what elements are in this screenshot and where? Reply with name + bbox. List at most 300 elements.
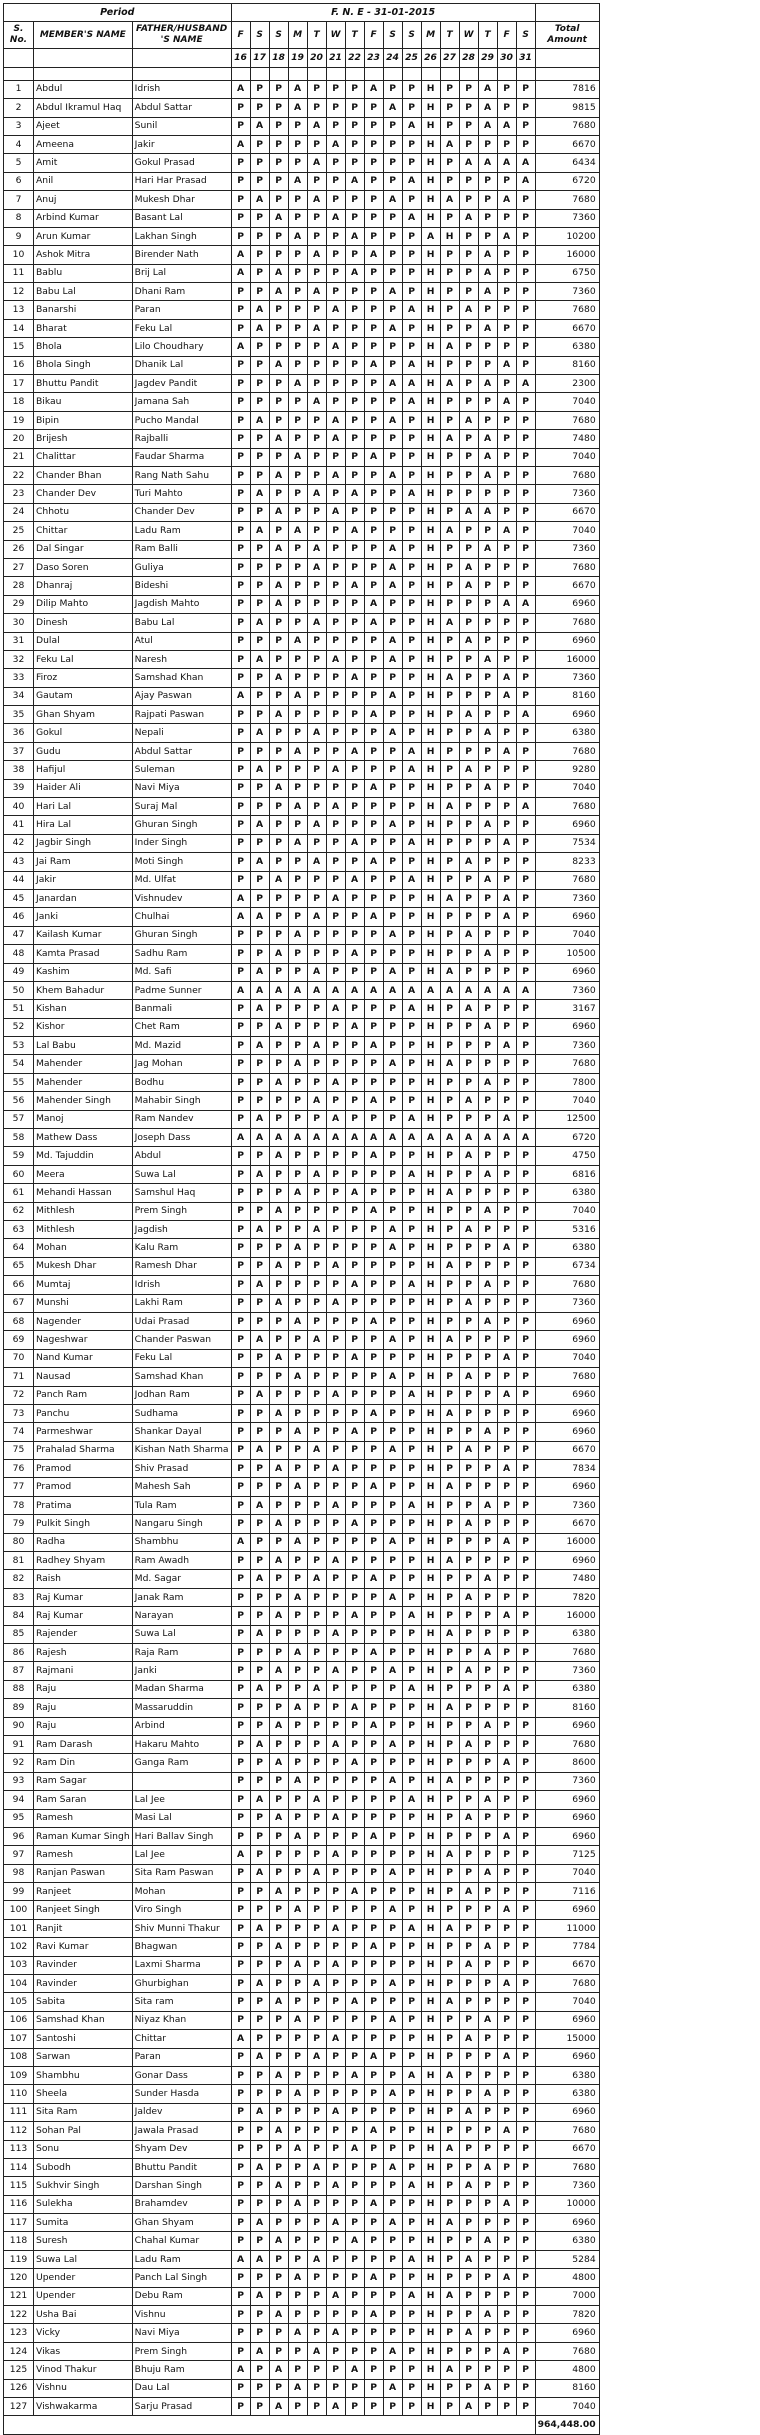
attendance-mark: A — [459, 301, 478, 319]
attendance-mark: P — [440, 1680, 459, 1698]
attendance-mark: A — [459, 1000, 478, 1018]
attendance-mark: P — [516, 466, 535, 484]
attendance-mark: H — [421, 1331, 440, 1349]
attendance-mark: P — [459, 466, 478, 484]
attendance-mark: P — [440, 448, 459, 466]
attendance-mark: A — [478, 1864, 497, 1882]
total-amount: 6380 — [535, 1184, 599, 1202]
attendance-mark: H — [421, 1588, 440, 1606]
attendance-mark: P — [345, 283, 364, 301]
day-header: S — [516, 22, 535, 49]
total-amount: 7360 — [535, 283, 599, 301]
table-row — [4, 264, 600, 282]
attendance-mark: A — [326, 1496, 345, 1514]
father-husband-name: Sudhama — [132, 1404, 231, 1422]
attendance-mark: P — [402, 540, 421, 558]
member-name: Ranjit — [34, 1919, 133, 1937]
attendance-mark: P — [326, 1184, 345, 1202]
attendance-mark: P — [364, 577, 383, 595]
attendance-mark: P — [497, 1000, 516, 1018]
attendance-mark: P — [288, 1846, 307, 1864]
attendance-mark: H — [421, 430, 440, 448]
total-amount: 3167 — [535, 1000, 599, 1018]
attendance-mark: A — [383, 926, 402, 944]
attendance-mark: H — [421, 2030, 440, 2048]
attendance-mark: P — [288, 1073, 307, 1091]
attendance-mark: P — [269, 1827, 288, 1845]
attendance-mark: P — [516, 1791, 535, 1809]
attendance-mark: P — [459, 834, 478, 852]
attendance-mark: P — [402, 2030, 421, 2048]
father-husband-name: Lilo Choudhary — [132, 338, 231, 356]
attendance-mark: P — [364, 1956, 383, 1974]
table-row — [4, 1754, 600, 1772]
total-amount: 6380 — [535, 1239, 599, 1257]
serial-number: 117 — [4, 2214, 34, 2232]
attendance-mark: P — [231, 963, 250, 981]
attendance-mark: A — [269, 264, 288, 282]
table-row — [4, 1147, 600, 1165]
table-row — [4, 2177, 600, 2195]
attendance-mark: P — [497, 283, 516, 301]
attendance-mark: A — [478, 154, 497, 172]
attendance-mark: P — [402, 2085, 421, 2103]
empty-cell — [4, 67, 34, 80]
father-husband-name: Shankar Dayal — [132, 1423, 231, 1441]
attendance-mark: P — [383, 1846, 402, 1864]
attendance-mark: P — [307, 2269, 326, 2287]
table-row — [4, 485, 600, 503]
attendance-mark: H — [421, 1901, 440, 1919]
attendance-mark: A — [307, 1975, 326, 1993]
attendance-mark: P — [459, 1312, 478, 1330]
attendance-mark: P — [402, 80, 421, 98]
attendance-mark: A — [497, 1110, 516, 1128]
attendance-mark: P — [231, 1607, 250, 1625]
member-name: Sheela — [34, 2085, 133, 2103]
attendance-mark: A — [250, 411, 269, 429]
attendance-mark: P — [326, 393, 345, 411]
attendance-mark: A — [250, 1680, 269, 1698]
attendance-mark: P — [250, 1202, 269, 1220]
attendance-mark: P — [326, 742, 345, 760]
attendance-mark: P — [250, 1239, 269, 1257]
serial-number: 25 — [4, 522, 34, 540]
attendance-mark: A — [269, 430, 288, 448]
attendance-mark: A — [288, 1699, 307, 1717]
attendance-mark: P — [459, 1386, 478, 1404]
attendance-mark: P — [440, 724, 459, 742]
father-husband-name: Banmali — [132, 1000, 231, 1018]
attendance-mark: H — [421, 2306, 440, 2324]
table-row — [4, 669, 600, 687]
attendance-mark: H — [421, 595, 440, 613]
father-husband-name: Dhani Ram — [132, 283, 231, 301]
attendance-mark: P — [516, 2361, 535, 2379]
serial-number: 49 — [4, 963, 34, 981]
attendance-mark: P — [231, 798, 250, 816]
attendance-mark: P — [231, 1404, 250, 1422]
total-amount: 7040 — [535, 926, 599, 944]
attendance-mark: P — [516, 1901, 535, 1919]
attendance-mark: P — [478, 1809, 497, 1827]
attendance-mark: P — [288, 264, 307, 282]
attendance-mark: A — [307, 246, 326, 264]
serial-number: 51 — [4, 1000, 34, 1018]
attendance-mark: P — [402, 1312, 421, 1330]
attendance-mark: H — [421, 2103, 440, 2121]
attendance-mark: P — [231, 1202, 250, 1220]
attendance-mark: A — [383, 981, 402, 999]
attendance-mark: P — [383, 1827, 402, 1845]
table-row — [4, 1827, 600, 1845]
attendance-mark: P — [307, 1110, 326, 1128]
attendance-mark: P — [307, 1754, 326, 1772]
attendance-mark: P — [383, 2048, 402, 2066]
attendance-mark: A — [459, 1441, 478, 1459]
total-amount: 7680 — [535, 411, 599, 429]
attendance-mark: P — [383, 1386, 402, 1404]
attendance-mark: P — [497, 1294, 516, 1312]
attendance-mark: P — [364, 889, 383, 907]
attendance-mark: A — [326, 1809, 345, 1827]
attendance-mark: P — [269, 1772, 288, 1790]
table-row — [4, 80, 600, 98]
attendance-mark: P — [478, 1772, 497, 1790]
attendance-mark: P — [440, 1037, 459, 1055]
attendance-mark: A — [402, 871, 421, 889]
attendance-mark: P — [345, 595, 364, 613]
attendance-mark: P — [307, 1478, 326, 1496]
attendance-mark: P — [440, 2269, 459, 2287]
serial-number: 106 — [4, 2011, 34, 2029]
attendance-mark: P — [383, 945, 402, 963]
attendance-mark: P — [345, 430, 364, 448]
attendance-mark: P — [497, 1552, 516, 1570]
attendance-mark: P — [345, 1478, 364, 1496]
attendance-mark: A — [288, 1423, 307, 1441]
father-husband-name: Janki — [132, 1662, 231, 1680]
attendance-mark: P — [383, 503, 402, 521]
total-amount: 7680 — [535, 2342, 599, 2360]
attendance-mark: P — [250, 1515, 269, 1533]
attendance-mark: A — [250, 2287, 269, 2305]
table-row — [4, 2011, 600, 2029]
attendance-mark: P — [231, 2232, 250, 2250]
attendance-mark: A — [269, 1809, 288, 1827]
attendance-mark: P — [383, 779, 402, 797]
attendance-mark: A — [383, 632, 402, 650]
serial-number: 108 — [4, 2048, 34, 2066]
attendance-mark: P — [231, 1184, 250, 1202]
attendance-mark: P — [288, 577, 307, 595]
attendance-mark: A — [364, 1404, 383, 1422]
attendance-mark: P — [288, 1552, 307, 1570]
attendance-mark: P — [364, 1368, 383, 1386]
attendance-mark: A — [231, 338, 250, 356]
attendance-mark: A — [231, 2361, 250, 2379]
attendance-mark: P — [326, 2250, 345, 2268]
attendance-mark: P — [478, 614, 497, 632]
attendance-mark: P — [440, 1533, 459, 1551]
attendance-mark: P — [516, 577, 535, 595]
attendance-mark: P — [383, 614, 402, 632]
attendance-mark: P — [250, 798, 269, 816]
attendance-mark: P — [307, 1717, 326, 1735]
table-row — [4, 430, 600, 448]
total-amount: 6734 — [535, 1257, 599, 1275]
attendance-mark: P — [269, 889, 288, 907]
attendance-mark: A — [478, 430, 497, 448]
attendance-mark: P — [345, 2048, 364, 2066]
attendance-mark: P — [383, 393, 402, 411]
attendance-mark: P — [345, 1533, 364, 1551]
attendance-mark: P — [497, 503, 516, 521]
total-amount: 7680 — [535, 301, 599, 319]
total-amount: 7360 — [535, 209, 599, 227]
blank-row — [4, 67, 600, 80]
table-row — [4, 1478, 600, 1496]
attendance-mark: A — [269, 1129, 288, 1147]
father-husband-name: Shyam Dev — [132, 2140, 231, 2158]
attendance-mark: H — [421, 2269, 440, 2287]
member-name: Rajender — [34, 1625, 133, 1643]
attendance-mark: P — [516, 1754, 535, 1772]
father-husband-name: Ghurbighan — [132, 1975, 231, 1993]
member-name: Bablu — [34, 264, 133, 282]
attendance-mark: A — [402, 1607, 421, 1625]
attendance-mark: H — [421, 1809, 440, 1827]
attendance-mark: P — [383, 834, 402, 852]
attendance-mark: P — [345, 1791, 364, 1809]
attendance-mark: P — [497, 2066, 516, 2084]
attendance-mark: P — [250, 1901, 269, 1919]
attendance-mark: P — [497, 2158, 516, 2176]
attendance-mark: P — [231, 2011, 250, 2029]
attendance-mark: P — [250, 448, 269, 466]
attendance-mark: P — [345, 1202, 364, 1220]
attendance-mark: A — [364, 1037, 383, 1055]
attendance-mark: P — [459, 2158, 478, 2176]
attendance-mark: P — [250, 1460, 269, 1478]
attendance-mark: P — [250, 1055, 269, 1073]
serial-number: 82 — [4, 1570, 34, 1588]
serial-number: 22 — [4, 466, 34, 484]
attendance-mark: A — [440, 135, 459, 153]
attendance-mark: P — [497, 99, 516, 117]
serial-number: 46 — [4, 908, 34, 926]
attendance-mark: A — [269, 577, 288, 595]
attendance-mark: A — [402, 1129, 421, 1147]
attendance-mark: P — [326, 963, 345, 981]
attendance-mark: A — [516, 706, 535, 724]
attendance-mark: P — [516, 1956, 535, 1974]
attendance-mark: A — [383, 650, 402, 668]
attendance-mark: P — [402, 191, 421, 209]
day-header: W — [326, 22, 345, 49]
attendance-mark: P — [516, 411, 535, 429]
attendance-mark: A — [440, 522, 459, 540]
attendance-mark: P — [269, 319, 288, 337]
attendance-mark: P — [345, 1827, 364, 1845]
attendance-mark: P — [364, 1791, 383, 1809]
attendance-mark: P — [307, 1386, 326, 1404]
total-amount: 9815 — [535, 99, 599, 117]
attendance-mark: P — [364, 687, 383, 705]
attendance-mark: A — [459, 1221, 478, 1239]
attendance-mark: A — [345, 2232, 364, 2250]
attendance-mark: A — [307, 2250, 326, 2268]
table-row — [4, 687, 600, 705]
attendance-mark: P — [288, 2287, 307, 2305]
attendance-mark: P — [478, 1846, 497, 1864]
attendance-mark: P — [269, 724, 288, 742]
father-husband-name: Padme Sunner — [132, 981, 231, 999]
attendance-mark: P — [459, 1699, 478, 1717]
empty-header-cell — [535, 4, 599, 22]
attendance-mark: P — [326, 1533, 345, 1551]
attendance-mark: P — [440, 1717, 459, 1735]
serial-number: 11 — [4, 264, 34, 282]
attendance-mark: P — [288, 1221, 307, 1239]
attendance-mark: P — [516, 1221, 535, 1239]
attendance-mark: A — [326, 2214, 345, 2232]
total-amount: 16000 — [535, 246, 599, 264]
attendance-mark: P — [440, 264, 459, 282]
father-husband-name: Narayan — [132, 1607, 231, 1625]
attendance-mark: A — [269, 1073, 288, 1091]
serial-number: 36 — [4, 724, 34, 742]
attendance-mark: P — [288, 1257, 307, 1275]
attendance-mark: P — [231, 834, 250, 852]
father-husband-name: Abdul — [132, 1147, 231, 1165]
attendance-mark: P — [497, 1864, 516, 1882]
attendance-mark: A — [440, 1129, 459, 1147]
serial-number: 87 — [4, 1662, 34, 1680]
attendance-mark: A — [269, 595, 288, 613]
attendance-mark: P — [307, 577, 326, 595]
attendance-mark: H — [421, 816, 440, 834]
serial-number: 27 — [4, 558, 34, 576]
attendance-mark: P — [364, 724, 383, 742]
attendance-mark: P — [269, 1386, 288, 1404]
attendance-mark: P — [250, 2361, 269, 2379]
attendance-mark: P — [231, 853, 250, 871]
attendance-mark: A — [307, 963, 326, 981]
attendance-mark: A — [288, 834, 307, 852]
attendance-mark: P — [269, 1037, 288, 1055]
attendance-mark: P — [345, 779, 364, 797]
table-row — [4, 1221, 600, 1239]
attendance-mark: A — [383, 1221, 402, 1239]
attendance-mark: P — [440, 2158, 459, 2176]
serial-number: 72 — [4, 1386, 34, 1404]
attendance-mark: A — [231, 2250, 250, 2268]
total-amount: 7360 — [535, 1294, 599, 1312]
member-name: Sulekha — [34, 2195, 133, 2213]
attendance-mark: P — [326, 1202, 345, 1220]
serial-number: 100 — [4, 1901, 34, 1919]
attendance-mark: A — [250, 2103, 269, 2121]
attendance-mark: P — [288, 945, 307, 963]
table-row — [4, 2214, 600, 2232]
total-amount: 6960 — [535, 908, 599, 926]
member-name: Panchu — [34, 1404, 133, 1422]
attendance-mark: A — [326, 135, 345, 153]
attendance-mark: A — [497, 1827, 516, 1845]
attendance-mark: P — [459, 908, 478, 926]
attendance-mark: P — [250, 945, 269, 963]
attendance-mark: H — [421, 1625, 440, 1643]
attendance-mark: P — [478, 1184, 497, 1202]
attendance-mark: P — [459, 1202, 478, 1220]
serial-number: 121 — [4, 2287, 34, 2305]
attendance-mark: P — [231, 1680, 250, 1698]
attendance-mark: P — [326, 816, 345, 834]
attendance-mark: P — [402, 448, 421, 466]
father-husband-name: Jagdev Pandit — [132, 375, 231, 393]
attendance-mark: P — [231, 742, 250, 760]
attendance-mark: A — [478, 283, 497, 301]
attendance-mark: P — [288, 1754, 307, 1772]
attendance-mark: A — [307, 1092, 326, 1110]
attendance-mark: H — [421, 1441, 440, 1459]
member-name: Dhanraj — [34, 577, 133, 595]
attendance-mark: P — [288, 246, 307, 264]
attendance-mark: P — [383, 1754, 402, 1772]
attendance-mark: A — [307, 393, 326, 411]
attendance-mark: A — [250, 1000, 269, 1018]
total-amount: 6670 — [535, 135, 599, 153]
attendance-mark: A — [288, 1827, 307, 1845]
attendance-mark: P — [459, 687, 478, 705]
attendance-mark: P — [459, 1938, 478, 1956]
father-husband-name: Samshad Khan — [132, 669, 231, 687]
attendance-mark: P — [497, 926, 516, 944]
member-name: Ramesh — [34, 1846, 133, 1864]
attendance-mark: P — [231, 1257, 250, 1275]
attendance-mark: P — [402, 466, 421, 484]
attendance-mark: H — [421, 99, 440, 117]
father-husband-name: Jag Mohan — [132, 1055, 231, 1073]
father-husband-name: Prem Singh — [132, 2342, 231, 2360]
attendance-mark: P — [383, 1423, 402, 1441]
attendance-mark: P — [516, 2232, 535, 2250]
attendance-mark: P — [478, 1680, 497, 1698]
attendance-mark: A — [269, 1883, 288, 1901]
attendance-mark: P — [478, 1956, 497, 1974]
attendance-mark: P — [402, 2140, 421, 2158]
attendance-mark: A — [269, 1147, 288, 1165]
attendance-mark: A — [516, 798, 535, 816]
attendance-mark: P — [497, 1938, 516, 1956]
attendance-mark: P — [459, 889, 478, 907]
attendance-mark: P — [345, 926, 364, 944]
attendance-mark: P — [250, 1294, 269, 1312]
attendance-mark: P — [231, 1460, 250, 1478]
empty-cell — [402, 67, 421, 80]
father-husband-name: Ghuran Singh — [132, 926, 231, 944]
table-row — [4, 632, 600, 650]
member-name: Ameena — [34, 135, 133, 153]
attendance-mark: P — [459, 191, 478, 209]
serial-number: 74 — [4, 1423, 34, 1441]
attendance-mark: P — [383, 1037, 402, 1055]
attendance-mark: P — [459, 1975, 478, 1993]
father-husband-name: Lal Jee — [132, 1846, 231, 1864]
attendance-mark: P — [478, 338, 497, 356]
attendance-mark: A — [250, 1864, 269, 1882]
